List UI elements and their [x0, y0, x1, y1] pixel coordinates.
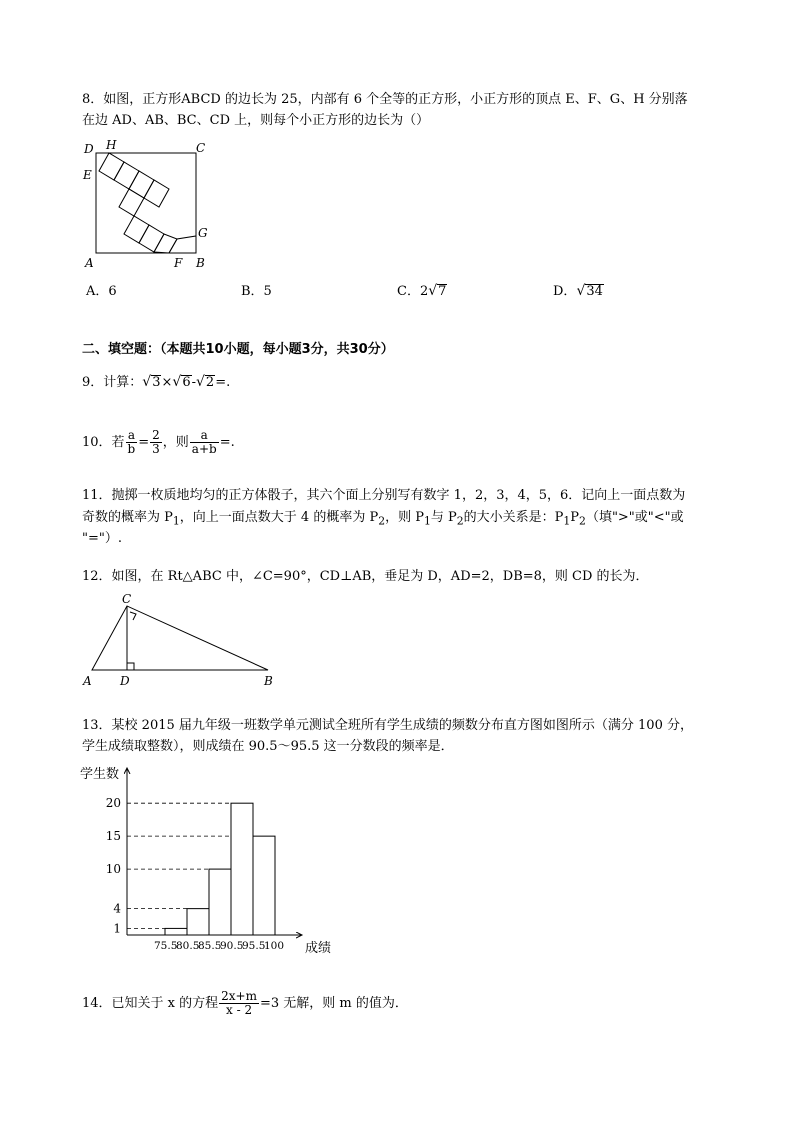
- q11-b: ，向上一面点数大于 4 的概率为 P: [179, 510, 379, 525]
- triangle-figure: [80, 590, 280, 690]
- label-G: G: [198, 226, 208, 240]
- right-angle-c-icon: [130, 612, 136, 620]
- q10-f1-num: a: [126, 429, 138, 443]
- label-A: A: [85, 256, 94, 270]
- label-H: H: [106, 138, 117, 152]
- y-tick-15: 15: [105, 829, 121, 844]
- q13-line1: 13．某校 2015 届九年级一班数学单元测试全班所有学生成绩的频数分布直方图如图所示（满分 100 分，: [82, 718, 693, 733]
- section-title: 二、填空题：（本题共10小题，每小题3分，共30分）: [82, 342, 394, 357]
- option-b: B．5: [241, 284, 272, 299]
- q11-d: 与 P: [430, 510, 457, 525]
- q10-f3-den: a+b: [191, 442, 217, 456]
- fraction-equation: [219, 990, 259, 1017]
- q11-g: （填">"或"<"或: [585, 510, 684, 525]
- q11-c: ，则 P: [385, 510, 424, 525]
- x-axis-label: 成绩: [305, 941, 332, 956]
- label-C: C: [196, 141, 206, 155]
- q10-f3-num: a: [190, 429, 219, 443]
- q10-f1-den: b: [127, 442, 136, 456]
- q11-sub3: 1: [423, 514, 431, 528]
- bar-95.5-100: [253, 836, 275, 935]
- q11-line2: [82, 508, 684, 532]
- label-B: B: [264, 674, 273, 688]
- q12-text: 12．如图，在 Rt△ABC 中，∠C=90°，CD⊥AB，垂足为 D，AD=2，DB=8，则 CD 的长为．: [82, 569, 649, 584]
- q9: [82, 372, 230, 393]
- q10-f2-num: 2: [152, 428, 160, 442]
- sqrt-icon: √: [142, 374, 152, 390]
- option-d: [553, 280, 604, 299]
- q9-minus: -: [191, 375, 196, 390]
- q11-sub4: 2: [456, 514, 464, 528]
- fraction-a-over-aplusb: [190, 429, 219, 456]
- q11-sub6: 2: [579, 514, 586, 528]
- histogram-chart: [80, 760, 350, 960]
- bar-85.5-90.5: [209, 869, 231, 935]
- label-F: F: [174, 256, 183, 270]
- q14-suffix: =3 无解，则 m 的值为．: [259, 996, 408, 1011]
- y-tick-10: 10: [105, 862, 121, 877]
- label-E: E: [83, 168, 92, 182]
- q14-den: x - 2: [226, 1003, 253, 1017]
- q9-r3: 2: [205, 375, 215, 390]
- x-tick-100: 100: [264, 940, 285, 952]
- q14-prefix: 14．已知关于 x 的方程: [82, 996, 219, 1011]
- option-d-radicand: 34: [586, 284, 603, 299]
- sqrt-icon: √: [196, 374, 205, 390]
- q10-mid: ，则: [162, 435, 189, 450]
- right-angle-d-icon: [127, 663, 134, 670]
- q9-prefix: 9．计算：: [82, 375, 143, 390]
- q13-line2: 学生成绩取整数），则成绩在 90.5～95.5 这一分数段的频率是．: [82, 739, 454, 754]
- x-tick-80.5: 80.5: [176, 940, 200, 952]
- option-c: [397, 280, 447, 299]
- q11-sub5: 1: [563, 514, 571, 528]
- q11-e: 的大小关系是：P: [463, 510, 564, 525]
- q9-suffix: =.: [215, 375, 231, 390]
- y-tick-20: 20: [105, 796, 121, 811]
- small-squares: [99, 153, 196, 253]
- label-D: D: [84, 142, 94, 156]
- q11-sub1: 1: [172, 514, 180, 528]
- sqrt-icon: √: [428, 283, 438, 299]
- q10-f2-den: 3: [152, 442, 160, 456]
- option-c-prefix: C．: [397, 284, 420, 299]
- bar-75.5-80.5: [165, 928, 187, 935]
- option-c-coef: 2: [419, 284, 429, 299]
- q8-line2: 在边 AD、AB、BC、CD 上，则每个小正方形的边长为（）: [82, 113, 430, 128]
- y-tick-4: 4: [113, 901, 121, 916]
- fraction-2-3: [150, 429, 162, 456]
- q11-line3: "="）.: [82, 531, 122, 546]
- x-tick-85.5: 85.5: [198, 940, 222, 952]
- x-tick-90.5: 90.5: [220, 940, 244, 952]
- label-B: B: [196, 256, 205, 270]
- q11-a: 奇数的概率为 P: [82, 510, 173, 525]
- q10-suffix: =.: [219, 435, 235, 450]
- bar-90.5-95.5: [231, 803, 253, 935]
- q10-prefix: 10．若: [82, 435, 125, 450]
- option-d-prefix: D．: [553, 284, 577, 299]
- label-A: A: [83, 674, 92, 688]
- option-c-radicand: 7: [438, 284, 447, 299]
- q14: [82, 985, 408, 1023]
- bar-80.5-85.5: [187, 909, 209, 935]
- triangle-abc: [92, 606, 268, 670]
- y-tick-1: 1: [113, 921, 121, 936]
- square-figure: [80, 138, 220, 270]
- label-D: D: [120, 674, 130, 688]
- q10: [82, 424, 235, 462]
- option-a: A．6: [86, 284, 117, 299]
- q11-f: P: [570, 510, 580, 525]
- sqrt-icon: √: [576, 283, 586, 299]
- label-C: C: [122, 592, 132, 606]
- q14-num: 2x+m: [221, 989, 257, 1003]
- sqrt-icon: √: [172, 374, 182, 390]
- q9-times: ×: [161, 375, 173, 390]
- q8-line1: 8．如图，正方形ABCD 的边长为 25，内部有 6 个全等的正方形，小正方形的顶点 E、F、G、H 分别落: [82, 92, 688, 107]
- q9-r1: 3: [152, 375, 161, 390]
- q11-line1: 11．抛掷一枚质地均匀的正方体骰子，其六个面上分别写有数字 1，2，3，4，5，6．记向上一面点数为: [82, 488, 686, 503]
- q11-sub2: 2: [378, 514, 386, 528]
- q9-r2: 6: [182, 375, 191, 390]
- fraction-a-b: [126, 429, 138, 456]
- x-tick-95.5: 95.5: [242, 940, 266, 952]
- y-axis-label: 学生数: [80, 767, 120, 782]
- q10-eq: =: [138, 435, 150, 450]
- x-tick-75.5: 75.5: [154, 940, 178, 952]
